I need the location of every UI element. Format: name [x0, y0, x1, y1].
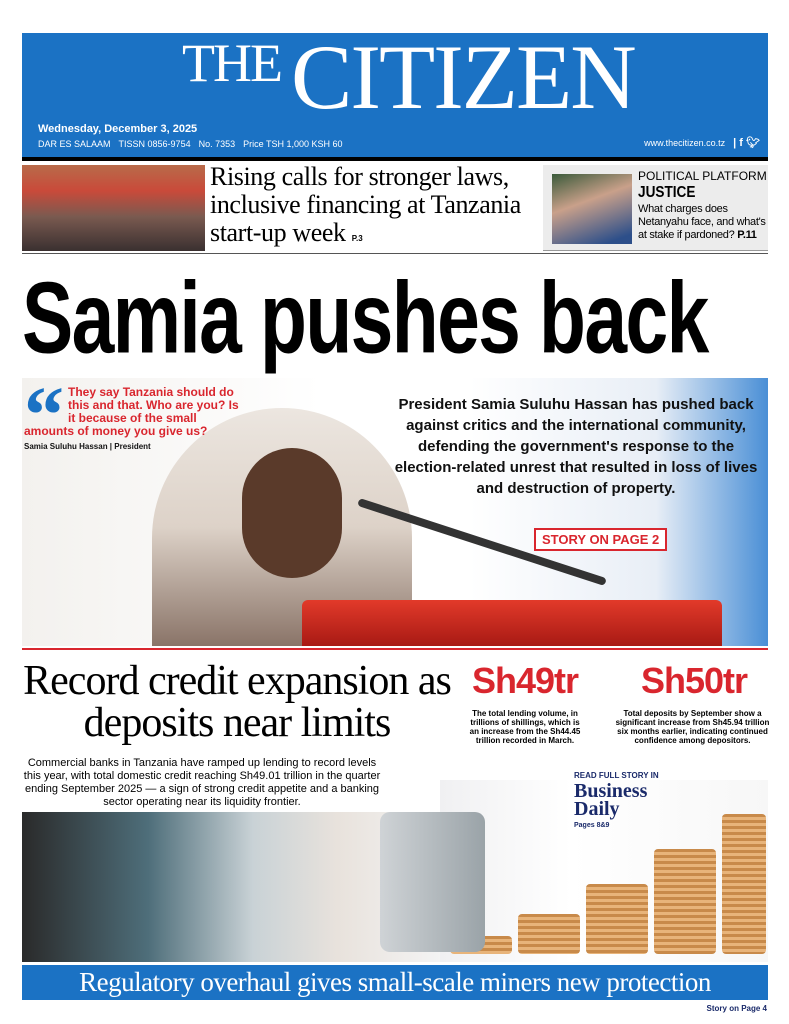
- promo-kicker: READ FULL STORY IN: [574, 771, 659, 780]
- web-social-row: [644, 137, 760, 150]
- coin-stack: [586, 884, 648, 954]
- issn: TISSN 0856-9754: [118, 139, 191, 149]
- quote-icon: [24, 386, 64, 416]
- location: DAR ES SALAAM: [38, 139, 111, 149]
- bottom-page-ref: Story on Page 4: [706, 1004, 767, 1013]
- business-daily-logo[interactable]: Business Daily: [574, 780, 648, 820]
- price: Price TSH 1,000 KSH 60: [243, 139, 343, 149]
- divider: [22, 253, 768, 254]
- divider: [22, 157, 768, 161]
- lead-photo-area: [22, 378, 768, 646]
- bottom-headline[interactable]: Regulatory overhaul gives small-scale miners new protection: [22, 965, 768, 1000]
- lead-summary: President Samia Suluhu Hassan has pushed back against critics and the international community, defending the government's response to the election-related unrest that resulted in loss of lives and destruction of property.: [394, 396, 758, 497]
- netanyahu-photo: [552, 174, 632, 244]
- website-link[interactable]: www.thecitizen.co.tz: [644, 138, 726, 148]
- coin-stack: [518, 914, 580, 954]
- credit-headline[interactable]: Record credit expansion as deposits near limits: [23, 658, 451, 746]
- sidebar-body: What charges does Netanyahu face, and what's at stake if pardoned? P.11: [638, 203, 766, 241]
- sidebar-title: JUSTICE: [638, 184, 696, 201]
- stat-lending-desc: The total lending volume, in trillions of shillings, which is an increase from the Sh44.45 trillion recorded in March.: [469, 709, 581, 745]
- teaser-page: P.3: [351, 234, 363, 243]
- banknotes-photo: [380, 812, 485, 952]
- twitter-icon[interactable]: 🐦︎: [746, 137, 760, 149]
- coin-stack: [722, 814, 766, 954]
- pull-quote-box: [24, 386, 249, 452]
- sidebar-kicker: POLITICAL PLATFORM: [638, 169, 767, 183]
- pull-quote: They say Tanzania should do this and that. Who are you? Is it because of the small amounts of money you give us?: [24, 385, 239, 438]
- face: [242, 448, 342, 578]
- bank-photo: [22, 812, 442, 962]
- stat-deposits-desc: Total deposits by September show a significant increase from Sh45.94 trillion six months earlier, indicating continued confidence among depositors.: [615, 709, 770, 745]
- credit-body: Commercial banks in Tanzania have ramped up lending to record levels this year, with total domestic credit reaching Sh49.01 trillion in the quarter ending September 2025 — a sign of strong credit appetite and a banking sector operating near its liquidity frontier.: [23, 757, 381, 808]
- issue-info: [38, 139, 351, 150]
- newspaper-logo: $^{THE}$ CITIZEN: [182, 26, 635, 128]
- political-platform-box[interactable]: [543, 165, 768, 251]
- lead-headline[interactable]: Samia pushes back: [22, 262, 708, 375]
- sidebar-page: P.11: [737, 229, 757, 241]
- issue-date: Wednesday, December 3, 2025: [38, 123, 198, 135]
- stat-deposits: Sh50tr: [640, 660, 748, 701]
- stat-lending: Sh49tr: [471, 660, 579, 701]
- quote-attribution: Samia Suluhu Hassan | President: [24, 442, 151, 451]
- promo-pages: Pages 8&9: [574, 822, 610, 829]
- podium: [302, 600, 722, 646]
- teaser-headline[interactable]: Rising calls for stronger laws, inclusive financing at Tanzania start-up week P.3: [210, 162, 521, 247]
- divider: [22, 648, 768, 650]
- startup-week-photo: [22, 165, 205, 251]
- issue-number: No. 7353: [198, 139, 236, 149]
- coin-stack: [654, 849, 716, 954]
- masthead: [22, 26, 768, 157]
- story-link[interactable]: STORY ON PAGE 2: [534, 528, 667, 551]
- social-links: | f 🐦︎: [733, 137, 760, 149]
- facebook-icon[interactable]: f: [739, 137, 743, 149]
